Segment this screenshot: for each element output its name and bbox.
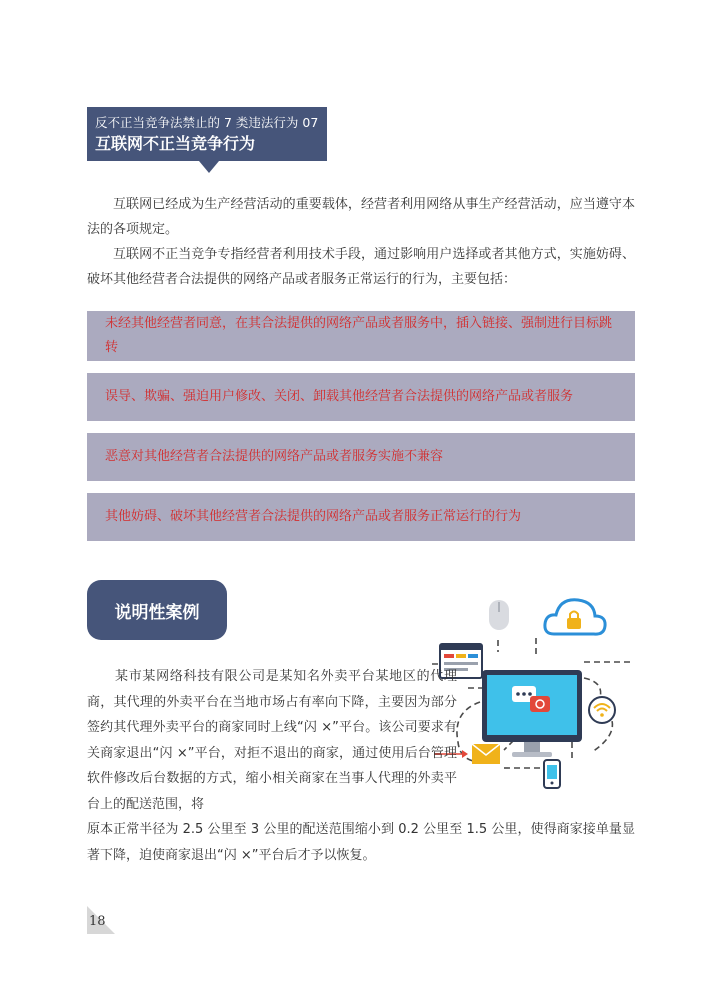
intro-paragraph: 互联网已经成为生产经营活动的重要载体，经营者利用网络从事生产经营活动，应当遵守本法的各项规定。 [87,197,635,237]
case-section-title: 说明性案例 [87,580,227,640]
page-number-label: 18 [89,914,106,929]
behavior-item: 未经其他经营者同意，在其合法提供的网络产品或者服务中，插入链接、强制进行目标跳转 [87,311,635,361]
case-text [87,664,635,868]
mouse-icon [489,600,509,630]
cloud-icon [545,600,605,634]
behavior-item: 恶意对其他经营者合法提供的网络产品或者服务实施不兼容 [87,433,635,481]
intro-paragraph: 互联网不正当竞争专指经营者利用技术手段，通过影响用户选择或者其他方式，实施妨碍、破坏其他经营者合法提供的网络产品或者服务正常运行的行为，主要包括： [87,247,635,287]
header-subtitle: 反不正当竞争法禁止的 7 类违法行为 07 [95,115,319,130]
header-title: 互联网不正当竞争行为 [95,134,256,153]
page-number [87,906,115,934]
case-paragraph-full: 原本正常半径为 2.5 公里至 3 公里的配送范围缩小到 0.2 公里至 1.5 公里，使得商家接单量显著下降，迫使商家退出“闪 ×”平台后才予以恢复。 [87,822,635,863]
behavior-item: 其他妨碍、破坏其他经营者合法提供的网络产品或者服务正常运行的行为 [87,493,635,541]
case-paragraph-wrapped: 某市某网络科技有限公司是某知名外卖平台某地区的代理商，其代理的外卖平台在当地市场占有率向下降，主要因为部分签约其代理外卖平台的商家同时上线“闪 ×”平台。该公司要求有关商家退出“闪 ×”平台，对拒不退出的商家，通过使用后台管理软件修改后台数据的方式，缩小相关商家在当事人代理的外卖平台上的配送范围，将 [87,669,457,812]
behavior-list [87,311,635,553]
behavior-item: 误导、欺骗、强迫用户修改、关闭、卸载其他经营者合法提供的网络产品或者服务 [87,373,635,421]
intro-text [87,192,635,292]
section-header-banner [87,107,327,161]
